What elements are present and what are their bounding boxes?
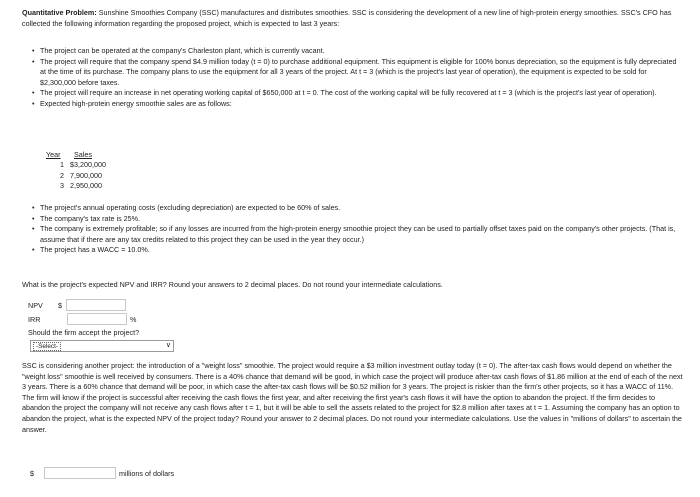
accept-select-value: -Select- <box>33 342 61 351</box>
table-row <box>46 181 106 191</box>
table-cell-sales: $3,200,000 <box>70 160 106 170</box>
accept-question: Should the firm accept the project? <box>28 328 140 337</box>
table-row <box>46 160 106 170</box>
intro-title: Quantitative Problem: <box>22 8 97 17</box>
list-item: • The project will require an increase in net operating working capital of $650,000 at t = 0. The cost of the working capital will be fully recovered at t = 3 (which is the project's last year of operation). <box>22 88 684 99</box>
npv-input[interactable] <box>66 299 126 311</box>
list-item: • The project can be operated at the company's Charleston plant, which is currently vacant. <box>22 46 684 57</box>
answer2-unit-label: millions of dollars <box>119 468 175 478</box>
header-year: Year <box>46 150 61 159</box>
list-item: • The company's tax rate is 25%. <box>22 214 684 225</box>
list-item: • The company is extremely profitable; so if any losses are incurred from the high-protein energy smoothie project they can be used to partially offset taxes paid on the company's other projects. (That is, assume that if there are any tax credits related to this project they can be used in the year they occur.) <box>22 224 684 245</box>
table-cell-year: 1 <box>60 160 64 170</box>
intro-paragraph <box>22 8 684 29</box>
sales-table-header <box>46 150 106 160</box>
answer2-row <box>30 466 174 480</box>
expected-npv-input[interactable] <box>44 467 116 479</box>
npv-label: NPV <box>28 300 43 310</box>
header-sales: Sales <box>74 150 92 159</box>
list-item: • Expected high-protein energy smoothie sales are as follows: <box>22 99 684 110</box>
list-item: • The project's annual operating costs (excluding depreciation) are expected to be 60% of sales. <box>22 203 684 214</box>
abandonment-problem-paragraph: SSC is considering another project: the introduction of a "weight loss" smoothie. The project would require a $3 million investment outlay today (t = 0). The after-tax cash flows would depend on whether the "weight loss" smoothie is well received by consumers. There is a 40% chance that demand will be good, in which case the project will produce after-tax cash flows of $1.86 million at the end of each of the next 3 years. There is a 60% chance that demand will be poor, in which case the after-tax cash flows will be $0.52 million for 3 years. The project is riskier than the firm's other projects, so it has a WACC of 11%. The firm will know if the project is successful after receiving the cash flows the first year, and after receiving the first year's cash flows it will have the option to abandon the project. If the firm decides to abandon the project the company will not receive any cash flows after t = 1, but it will be able to sell the assets related to the project for $2.8 million after taxes at t = 1. Assuming the company has an option to abandon the project, what is the expected NPV of the project today? Round your answer to 2 decimal places. Do not round your intermediate calculations. Use the values in "millions of dollars" to ascertain the answer. <box>22 361 683 434</box>
list-item: • The project will require that the company spend $4.9 million today (t = 0) to purchase additional equipment. This equipment is eligible for 100% bonus depreciation, so the equipment is fully depreciated at the time of its purchase. The company plans to use the equipment for all 3 years of the project. At t = 3 (which is the project's last year of operation), the equipment is expected to be sold for $2,300,000 before taxes. <box>22 57 684 89</box>
list-item: • The project has a WACC = 10.0%. <box>22 245 684 256</box>
table-cell-sales: 7,900,000 <box>70 170 102 180</box>
cost-facts-list <box>22 203 684 256</box>
irr-percent-symbol: % <box>130 314 137 324</box>
table-cell-year: 3 <box>60 180 64 190</box>
table-cell-sales: 2,950,000 <box>70 180 102 190</box>
intro-text: Sunshine Smoothies Company (SSC) manufactures and distributes smoothies. SSC is considering the development of a new line of high-protein energy smoothies. SSC's CFO has collected the following information regarding the proposed project, which is expected to last 3 years: <box>22 8 672 28</box>
table-row <box>46 171 106 181</box>
accept-project-select[interactable] <box>30 340 174 352</box>
question-npv-irr: What is the project's expected NPV and IRR? Round your answers to 2 decimal places. Do not round your intermediate calculations. <box>22 280 443 289</box>
npv-row <box>28 298 126 312</box>
irr-label: IRR <box>28 314 41 324</box>
project-facts-list <box>22 46 684 110</box>
irr-input[interactable] <box>67 313 127 325</box>
chevron-down-icon: ∨ <box>165 342 171 349</box>
npv-currency-symbol: $ <box>58 300 62 310</box>
answer2-currency-symbol: $ <box>30 468 34 478</box>
irr-row <box>28 312 136 326</box>
sales-table <box>46 150 106 191</box>
table-cell-year: 2 <box>60 170 64 180</box>
